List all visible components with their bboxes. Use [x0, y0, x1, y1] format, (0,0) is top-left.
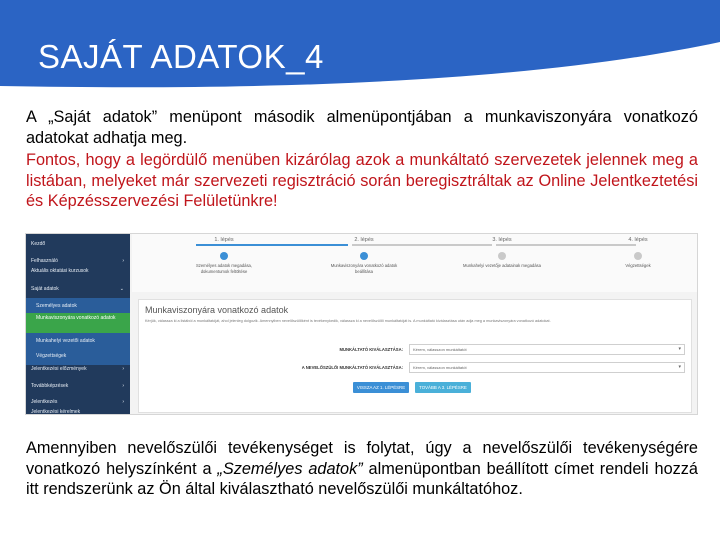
sidebar-item-requests[interactable]: Jelentkezési kérelmek — [31, 409, 81, 415]
chevron-down-icon: ▾ — [678, 346, 681, 352]
step-1-dot[interactable] — [220, 252, 228, 260]
sidebar-item-employment-data[interactable]: Munkaviszonyára vonatkozó adatok — [26, 313, 130, 333]
chevron-down-icon: ⌄ — [119, 286, 124, 292]
step-connector — [196, 244, 348, 246]
step-4-desc: Végzettségek — [625, 263, 651, 268]
step-connector — [352, 244, 492, 246]
panel-title: Munkaviszonyára vonatkozó adatok — [145, 305, 289, 315]
app-screenshot — [25, 233, 698, 415]
foster-paragraph-emphasis: „Személyes adatok” — [217, 459, 363, 478]
employer-label: MUNKÁLTATÓ KIVÁLASZTÁSA: — [339, 347, 403, 352]
foster-paragraph — [26, 438, 698, 500]
sidebar-item-user[interactable]: Felhasználó › — [26, 253, 130, 270]
next-button[interactable]: TOVÁBB A 3. LÉPÉSRE — [415, 382, 471, 393]
sidebar-item-home[interactable]: Kezdő — [31, 241, 46, 247]
step-connector — [496, 244, 636, 246]
employer-select[interactable]: Kérem, válasszon munkáltatót ▾ — [409, 344, 685, 355]
step-2-label: 2. lépés — [354, 237, 374, 243]
step-1-label: 1. lépés — [214, 237, 234, 243]
employment-panel — [138, 299, 692, 413]
sidebar-item-apply[interactable]: Jelentkezés › — [26, 394, 130, 411]
sidebar-item-trainings[interactable]: Továbbképzések › — [26, 378, 130, 395]
step-3-desc: Munkahelyi vezetője adatainak megadása — [463, 263, 541, 268]
wizard-steps — [132, 234, 698, 292]
sidebar-item-personal-data[interactable]: Személyes adatok — [26, 298, 130, 315]
sidebar-item-own-data[interactable]: Saját adatok ⌄ — [26, 281, 130, 298]
step-1-desc: Személyes adatok megadása, dokumentumok feltöltése — [195, 263, 253, 274]
step-3-dot[interactable] — [498, 252, 506, 260]
foster-employer-select[interactable]: Kérem, válasszon munkáltatót ▾ — [409, 362, 685, 373]
main-content — [132, 234, 697, 414]
foster-employer-label: A NEVELŐSZÜLŐI MUNKÁLTATÓ KIVÁLASZTÁSA: — [301, 365, 403, 370]
foster-paragraph-text-a: Amennyiben nevelőszülői tevékenységet is folytat, úgy a nevelőszülői tevékenységére vonatkozó helyszínként a — [26, 439, 698, 478]
step-4-dot[interactable] — [634, 252, 642, 260]
chevron-right-icon: › — [122, 366, 124, 372]
sidebar-item-courses[interactable]: Aktuális oktatási kurzusok — [31, 268, 89, 274]
warning-paragraph: Fontos, hogy a legördülő menüben kizárólag azok a munkáltató szervezetek jelennek meg a listában, melyeket már szervezeti regisztráció során beregisztráltak az Online Jelentkeztetési és Képzésszervezési Felületünkre! — [26, 151, 698, 210]
step-3-label: 3. lépés — [492, 237, 512, 243]
chevron-down-icon: ▾ — [678, 364, 681, 370]
chevron-right-icon: › — [122, 399, 124, 405]
slide-title: SAJÁT ADATOK_4 — [38, 38, 324, 75]
sidebar-item-qualifications[interactable]: Végzettségek — [26, 348, 130, 365]
chevron-right-icon: › — [122, 258, 124, 264]
intro-paragraph: A „Saját adatok” menüpont második almenüpontjában a munkaviszonyára vonatkozó adatokat adhatja meg. — [26, 108, 698, 147]
foster-paragraph-text-b: almenüpontban beállított címet rendeli hozzá itt rendszerünk az Ön által kiválasztható nevelőszülői munkáltatóhoz. — [26, 459, 698, 498]
sidebar-item-manager-data[interactable]: Munkahelyi vezetői adatok — [26, 333, 130, 350]
step-4-label: 4. lépés — [628, 237, 648, 243]
employer-row — [139, 344, 693, 358]
sidebar-item-history[interactable]: Jelentkezési előzmények › — [26, 361, 130, 378]
back-button[interactable]: VISSZA AZ 1. LÉPÉSRE — [353, 382, 409, 393]
sidebar — [26, 234, 130, 415]
panel-intro: Kérjük, válassza ki a listából a munkáltatóját, ahol jelenleg dolgozik. Amennyiben nevelőszülőként is tevékenykedik, válassza ki a nevelőszülői munkáltatóját is. A munkáltató kiválasztása után adja meg a munkaviszonyára vonatkozó adatokat. — [145, 319, 551, 323]
foster-employer-row — [139, 362, 693, 376]
step-2-desc: Munkaviszonyára vonatkozó adatok beállítása — [330, 263, 398, 274]
step-2-dot[interactable] — [360, 252, 368, 260]
chevron-right-icon: › — [122, 383, 124, 389]
title-banner — [0, 0, 720, 95]
